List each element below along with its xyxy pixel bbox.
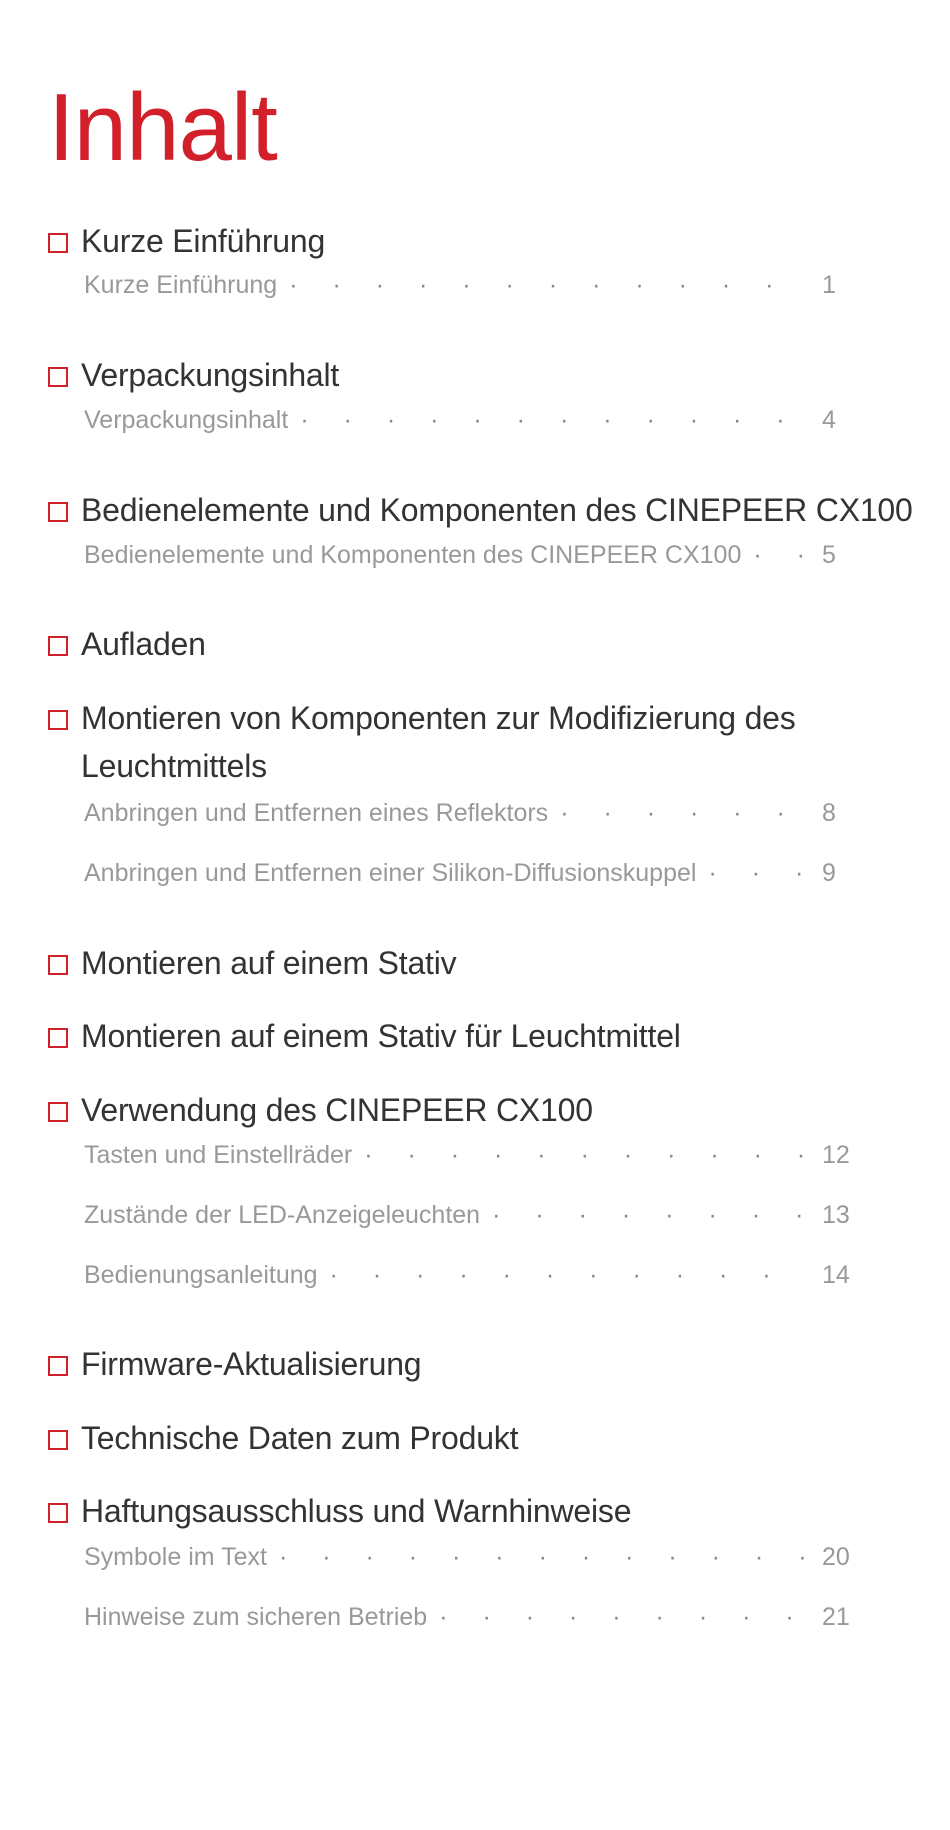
section-title: Kurze Einführung xyxy=(81,223,326,259)
dot-leader xyxy=(279,1542,804,1572)
section-title: Verpackungsinhalt xyxy=(81,357,340,393)
toc-section-technische-daten[interactable] xyxy=(48,1420,519,1462)
checkbox-square-icon xyxy=(48,1356,68,1376)
toc-section-aufladen[interactable] xyxy=(48,626,206,668)
section-title: Bedienelemente und Komponenten des CINEPEER CX100 xyxy=(81,492,913,528)
page-number: 4 xyxy=(822,406,836,434)
entry-text: Tasten und Einstellräder xyxy=(84,1141,353,1169)
page-title: Inhalt xyxy=(48,74,277,181)
toc-entry[interactable] xyxy=(84,1260,854,1290)
dot-leader xyxy=(289,270,804,300)
entry-text: Bedienungsanleitung xyxy=(84,1261,318,1289)
checkbox-square-icon xyxy=(48,1102,68,1122)
dot-leader xyxy=(330,1260,804,1290)
checkbox-square-icon xyxy=(48,1503,68,1523)
page-number: 20 xyxy=(822,1543,850,1571)
entry-text: Symbole im Text xyxy=(84,1543,267,1571)
page-number: 21 xyxy=(822,1603,850,1631)
section-title: Montieren von Komponenten zur Modifizierung des Leuchtmittels xyxy=(81,700,796,784)
page-number: 5 xyxy=(822,541,836,569)
dot-leader xyxy=(492,1200,804,1230)
toc-entry[interactable] xyxy=(84,1200,854,1230)
section-title: Aufladen xyxy=(81,626,206,662)
page-number: 1 xyxy=(822,271,836,299)
page-number: 14 xyxy=(822,1261,850,1289)
dot-leader xyxy=(300,405,804,435)
checkbox-square-icon xyxy=(48,710,68,730)
page-number: 8 xyxy=(822,799,836,827)
entry-text: Kurze Einführung xyxy=(84,271,278,299)
dot-leader xyxy=(364,1140,804,1170)
toc-entry[interactable] xyxy=(84,858,854,888)
checkbox-square-icon xyxy=(48,367,68,387)
toc-entry[interactable] xyxy=(84,540,854,570)
toc-section-montieren-komponenten[interactable] xyxy=(48,700,841,790)
section-title: Haftungsausschluss und Warnhinweise xyxy=(81,1493,632,1529)
toc-section-firmware[interactable] xyxy=(48,1346,422,1388)
toc-section-verpackungsinhalt[interactable] xyxy=(48,357,340,399)
checkbox-square-icon xyxy=(48,502,68,522)
dot-leader xyxy=(753,540,804,570)
toc-entry[interactable] xyxy=(84,1602,854,1632)
toc-section-stativ-leuchtmittel[interactable] xyxy=(48,1018,681,1060)
checkbox-square-icon xyxy=(48,955,68,975)
checkbox-square-icon xyxy=(48,1028,68,1048)
entry-text: Anbringen und Entfernen eines Reflektors xyxy=(84,799,549,827)
toc-section-haftungsausschluss[interactable] xyxy=(48,1493,632,1535)
section-title: Firmware-Aktualisierung xyxy=(81,1346,422,1382)
dot-leader xyxy=(708,858,804,888)
toc-entry[interactable] xyxy=(84,1140,854,1170)
toc-entry[interactable] xyxy=(84,270,854,300)
entry-text: Hinweise zum sicheren Betrieb xyxy=(84,1603,428,1631)
toc-entry[interactable] xyxy=(84,798,854,828)
entry-text: Bedienelemente und Komponenten des CINEPEER CX100 xyxy=(84,541,742,569)
checkbox-square-icon xyxy=(48,636,68,656)
toc-entry[interactable] xyxy=(84,405,854,435)
dot-leader xyxy=(439,1602,804,1632)
toc-section-kurze-einfuehrung[interactable] xyxy=(48,223,326,265)
toc-section-stativ[interactable] xyxy=(48,945,457,987)
page-number: 12 xyxy=(822,1141,850,1169)
toc-entry[interactable] xyxy=(84,1542,854,1572)
toc-section-bedienelemente[interactable] xyxy=(48,492,913,534)
section-title: Verwendung des CINEPEER CX100 xyxy=(81,1092,593,1128)
toc-section-verwendung[interactable] xyxy=(48,1092,593,1134)
checkbox-square-icon xyxy=(48,1430,68,1450)
entry-text: Anbringen und Entfernen einer Silikon-Diffusionskuppel xyxy=(84,859,697,887)
entry-text: Zustände der LED-Anzeigeleuchten xyxy=(84,1201,481,1229)
dot-leader xyxy=(560,798,804,828)
page-number: 13 xyxy=(822,1201,850,1229)
entry-text: Verpackungsinhalt xyxy=(84,406,289,434)
checkbox-square-icon xyxy=(48,233,68,253)
section-title: Montieren auf einem Stativ für Leuchtmittel xyxy=(81,1018,681,1054)
page-number: 9 xyxy=(822,859,836,887)
section-title: Technische Daten zum Produkt xyxy=(81,1420,519,1456)
section-title: Montieren auf einem Stativ xyxy=(81,945,457,981)
